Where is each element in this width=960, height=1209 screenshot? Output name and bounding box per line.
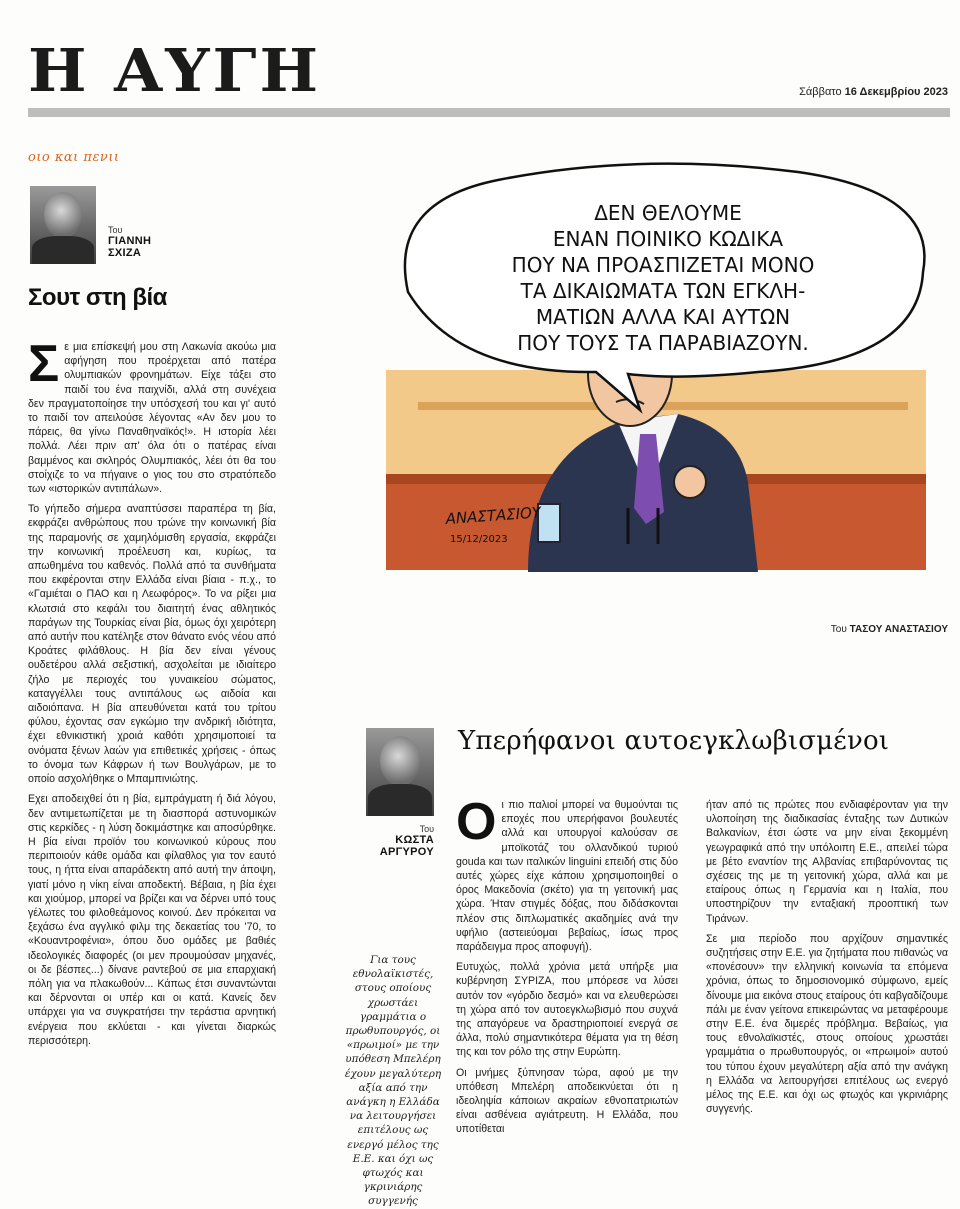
- speech-line: ΠΟΥ ΤΟΥΣ ΤΑ ΠΑΡΑΒΙΑΖΟΥΝ.: [517, 331, 809, 355]
- newspaper-masthead: Η ΑΥΓΗ: [28, 35, 322, 106]
- column-kicker: οιο και πενιι: [28, 150, 120, 165]
- masthead-rule: [28, 108, 950, 117]
- left-headline: Σουτ στη βία: [28, 284, 167, 311]
- signature-date: 15/12/2023: [450, 534, 508, 545]
- paragraph: Οι μνήμες ξύπνησαν τώρα, αφού με την υπόθεση Μπελέρη αποδεικνύεται ότι η ιδεοληψία κάποιων ακραίων εθνοπατριωτών είναι ασθένεια αγιάτρευτη. Η Ελλάδα, που υποτίθεται: [456, 1066, 678, 1136]
- paragraph-text: ε μια επίσκεψή μου στη Λακωνία ακούω μια αφήγηση που προέρχεται από πατέρα ολυμπιακών φρονημάτων. Είχε τάξει στο παιδί του ένα παιχνίδι, αλλά στη συνέχεια δεν πραγματοποίησε την υπόσχεσή του και γι' αυτό το παιδί τον απειλούσε λέγοντας «Αν δεν μου το πάρεις, θα γίνω Παναθηναϊκός!». Η ιστορία λέει πολλά. Λέει πριν απ' όλα ότι ο πατέρας είναι βαμμένος και σκληρός Ολυμπιακός, λέει ότι θα του στοίχιζε το να πήγαινε ο γιος του στο στρατόπεδο των «ιστορικών αντιπάλων».: [28, 341, 276, 496]
- speech-line: ΜΑΤΙΩΝ ΑΛΛΑ ΚΑΙ ΑΥΤΩΝ: [535, 305, 791, 329]
- right-article-column-2: [706, 798, 948, 1188]
- byline-name-last: ΑΡΓΥΡΟΥ: [379, 846, 434, 858]
- credit-name: ΤΑΣΟΥ ΑΝΑΣΤΑΣΙΟΥ: [849, 624, 948, 635]
- paragraph: ήταν από τις πρώτες που ενδιαφέρονταν για την υλοποίηση της διαδικασίας ένταξης των Δυτικών Βαλκανίων, έτσι ώστε να μην είναι ξεκομμένη γεωγραφικά από την υπόλοιπη Ε.Ε., απειλεί τώρα με βέτο εναντίον της Αλβανίας επιβαρύνοντας τις σχέσεις της με τη γειτονική χώρα, αλλά και με εταίρους όπως η Γερμανία και η Ιταλία, που υποστηρίζουν την ενταξιακή προοπτική των Τιράνων.: [706, 799, 948, 925]
- cartoonist-signature: ΑΝΑΣΤΑΣΙΟΥ: [445, 503, 542, 528]
- date-value: 16 Δεκεμβρίου 2023: [844, 86, 948, 98]
- byline-name-first: ΚΩΣΤΑ: [395, 834, 434, 846]
- paragraph: [28, 340, 276, 496]
- dropcap: Σ: [28, 340, 60, 393]
- cartoon-illustration: [378, 152, 948, 572]
- right-headline: Υπερήφανοι αυτοεγκλωβισμένοι: [458, 726, 890, 756]
- right-article-column-1: [456, 798, 678, 1188]
- byline-label: Του: [419, 824, 434, 834]
- speech-line: ΔΕΝ ΘΕΛΟΥΜΕ: [594, 201, 742, 225]
- left-byline: [108, 225, 151, 259]
- byline-label: Του: [108, 225, 123, 235]
- issue-date: [799, 86, 948, 98]
- cartoon-credit: [831, 624, 948, 635]
- paragraph-text: ι πιο παλιοί μπορεί να θυμούνται τις εποχές που υπερήφανοι βουλευτές αλλά και υπουργοί καλούσαν σε μποϊκοτάζ του ολλανδικού τυριού gouda και των ιταλικών linguini επειδή στις δύο αυτές χώρες είχε κάποιυ χρησιμοποιηθεί ο όρος Μακεδονία (σκέτο) για τη γειτονική μας χώρα. Ήταν στιγμές δόξας, που διδάσκονται πλέον στις διπλωματικές ακαδημίες ανά την υφήλιο (αστειεύομαι βεβαίως, ίσως προς παράδειγμα προς αποφυγή).: [456, 799, 678, 954]
- dropcap: Ο: [456, 798, 497, 851]
- speech-line: ΤΑ ΔΙΚΑΙΩΜΑΤΑ ΤΩΝ ΕΓΚΛΗ-: [520, 279, 806, 303]
- paragraph: Εχει αποδειχθεί ότι η βία, εμπράγματη ή διά λόγου, δεν αντιμετωπίζεται με τη διασπορά αστυνομικών στις κερκίδες - η λύση δοκιμάστηκε και αποσύρθηκε. Η βία είναι προϊόν του κοινωνικού κύρους που περιποιούν κάθε ομάδα και φίλαθλος για τον εαυτό τους, η ήττα είναι απαράδεκτη από αυτή την άποψη, γιατί μόνο η νίκη είναι αποδεκτή. Βέβαια, η βία έχει και χιούμορ, μπορεί να βρίζει και να δέρνει υπό τους γέλωτες του φιλοθεάμονος κοινού. Δεν πρόκειται να ξεχάσω ένα αγγλικό φιλμ της δεκαετίας του '70, το «Κουαντροφένια», όπου δυο ομάδες με βαθιές ιδεολογικές διαφορές (οι μεν προυμούσαν μηχανές, οι δε βέσπες...) δίνανε ραντεβού σε μια επαρχιακή πόλη για να πλακωθούν... Κάπως έτσι συναντώνται και δέρνονται οι υπέρ και οι κατά. Κανείς δεν υπάρχει για να συγκρατήσει την τεράστια αρνητική ενέργεια που εκλύεται - και γίνεται διαρκώς περισσότερη.: [28, 793, 276, 1047]
- paragraph: [456, 798, 678, 954]
- paragraph: Ευτυχώς, πολλά χρόνια μετά υπήρξε μια κυβέρνηση ΣΥΡΙΖΑ, που μπόρεσε να λύσει αυτόν τον «γόρδιο δεσμό» και να ελευθερώσει τη χώρα από τον αυτοεγκλωβισμό που συχνά της απαγόρευε να δραστηριοποιεί ενεργά σε άλλα, πολύ σημαντικότερα θέματα για τη θέση της και τον ρόλο της στην Ευρώπη.: [456, 961, 678, 1059]
- left-article-body: [28, 340, 276, 1190]
- author-photo-argyrou: [366, 728, 434, 816]
- paragraph: Σε μια περίοδο που αρχίζουν σημαντικές συζητήσεις στην Ε.Ε. για ζητήματα που πιθανώς να «πονέσουν» την ελληνική κοινωνία τα επόμενα χρόνια, όπως το δημοσιονομικό σύμφωνο, εμείς δίνουμε μια εικόνα στους εταίρους ότι καβγαδίζουμε πάλι με έναν γείτονα επικειρώντας να μεταφέρουμε στην Ε.Ε. ένα διμερές πρόβλημα. Βεβαίως, για τους εθνολαϊκιστές, στους οποίους χρωστάει γραμμάτια ο πρωθυπουργός, οι «πρωιμοί» αυτού του τύπου έχουν μεγαλύτερη αξία από την ανάγκη η Ελλάδα να λειτουργήσει επιτέλους ως ενεργό μέλος της Ε.Ε. και όχι ως φτωχός και γκρινιάρης συγγενής.: [706, 932, 948, 1116]
- author-photo-schizas: [30, 186, 96, 264]
- cartoon-glass: [538, 504, 560, 542]
- paragraph: Το γήπεδο σήμερα αναπτύσσει παραπέρα τη βία, εκφράζει ανθρώπους που τρώνε την κοινωνική βία της παραμονής σε χαμηλόμισθη εργασία, εκφράζει την κοινωνική προέλευση και, κυρίως, τα απωθημένα του καθενός. Πολλά από τα συνθήματα που εκφέρονται στην Ελλάδα είναι βίαια - π.χ., το «Γαμιέται ο ΠΑΟ και η Λεωφόρος». Το να ρίξει μια κλωτσιά στο κεφάλι του διαιτητή ένας αθλητικός παράγων της Τουρκίας είναι βία, όμως όχι χειρότερη από αυτήν που κατέληξε στον θάνατο ενός νέου από Κροάτες φιλάθλους. Η βία δεν είναι γένους ουδετέρου αλλά σεξιστική, ασχολείται με ιδιαίτερο ζήλο με περιοχές του γυναικείου σώματος, καταγγέλλει τους αντιπάλους ως αιδοία και αιδοιόπανα. Η βία απευθύνεται κατά του τρίτου φύλου, έχοντας σαν εγκώμιο την ανδρική ιδιότητα, έχει εθνικιστική χροιά καθότι χρησιμοποιεί τα ονόματα ξένων λαών για επιθετικές χρήσεις - όπως το όνομα των Κάφρων ή των Βουλγάρων, με το οποίο ασχολήθηκε ο Μπαμπινιώτης.: [28, 503, 276, 786]
- pull-quote: Για τους εθνολαϊκιστές, στους οποίους χρωστάει γραμμάτια ο πρωθυπουργός, οι «πρωιμοί» με την υπόθεση Μπελέρη έχουν μεγαλύτερη αξία από την ανάγκη η Ελλάδα να λειτουργήσει επιτέλους ως ενεργό μέλος της Ε.Ε. και όχι ως φτωχός και γκρινιάρης συγγενής: [344, 954, 442, 1208]
- cartoon-fist: [674, 466, 706, 498]
- right-byline: [364, 824, 434, 858]
- byline-name-last: ΣΧΙΖΑ: [108, 247, 142, 259]
- political-cartoon: [378, 152, 948, 572]
- byline-name-first: ΓΙΑΝΝΗ: [108, 235, 152, 247]
- date-weekday: Σάββατο: [799, 86, 842, 98]
- speech-line: ΠΟΥ ΝΑ ΠΡΟΑΣΠΙΖΕΤΑΙ ΜΟΝΟ: [511, 253, 815, 277]
- credit-prefix: Του: [830, 624, 847, 635]
- speech-line: ΕΝΑΝ ΠΟΙΝΙΚΟ ΚΩΔΙΚΑ: [552, 227, 784, 251]
